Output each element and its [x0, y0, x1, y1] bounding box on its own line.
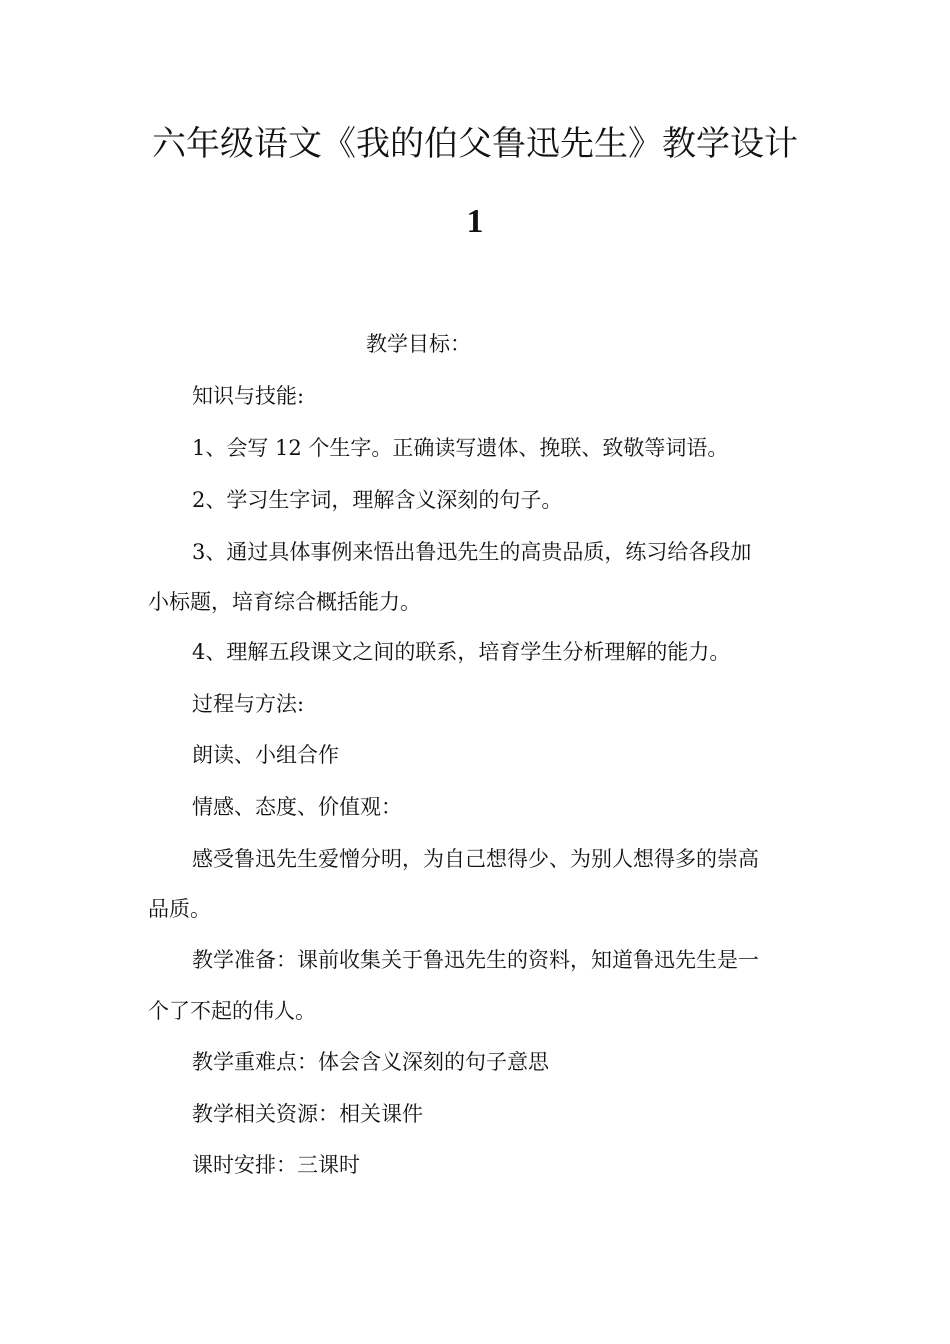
emotion-text-continued: 品质。 [148, 897, 211, 921]
class-schedule: 课时安排：三课时 [192, 1153, 360, 1177]
document-title: 六年级语文《我的伯父鲁迅先生》教学设计 [152, 124, 798, 164]
process-text: 朗读、小组合作 [192, 743, 339, 767]
knowledge-item-continued: 小标题，培育综合概括能力。 [148, 590, 421, 614]
knowledge-item: 2、学习生字词，理解含义深刻的句子。 [192, 488, 563, 512]
document-title-number: 1 [466, 203, 484, 240]
knowledge-item: 1、会写 12 个生字。正确读写遗体、挽联、致敬等词语。 [192, 436, 729, 460]
emotion-heading: 情感、态度、价值观： [192, 795, 402, 819]
teaching-key-points: 教学重难点：体会含义深刻的句子意思 [192, 1050, 549, 1074]
teaching-preparation-continued: 个了不起的伟人。 [148, 999, 316, 1023]
knowledge-heading: 知识与技能: [192, 384, 305, 408]
teaching-resources: 教学相关资源：相关课件 [192, 1102, 423, 1126]
teaching-goals-heading: 教学目标： [366, 332, 471, 356]
knowledge-item: 4、理解五段课文之间的联系，培育学生分析理解的能力。 [192, 640, 731, 664]
knowledge-item: 3、通过具体事例来悟出鲁迅先生的高贵品质，练习给各段加 [192, 540, 752, 564]
process-heading: 过程与方法: [192, 692, 305, 716]
emotion-text: 感受鲁迅先生爱憎分明，为自己想得少、为别人想得多的崇高 [192, 847, 759, 871]
teaching-preparation: 教学准备：课前收集关于鲁迅先生的资料，知道鲁迅先生是一 [192, 948, 759, 972]
